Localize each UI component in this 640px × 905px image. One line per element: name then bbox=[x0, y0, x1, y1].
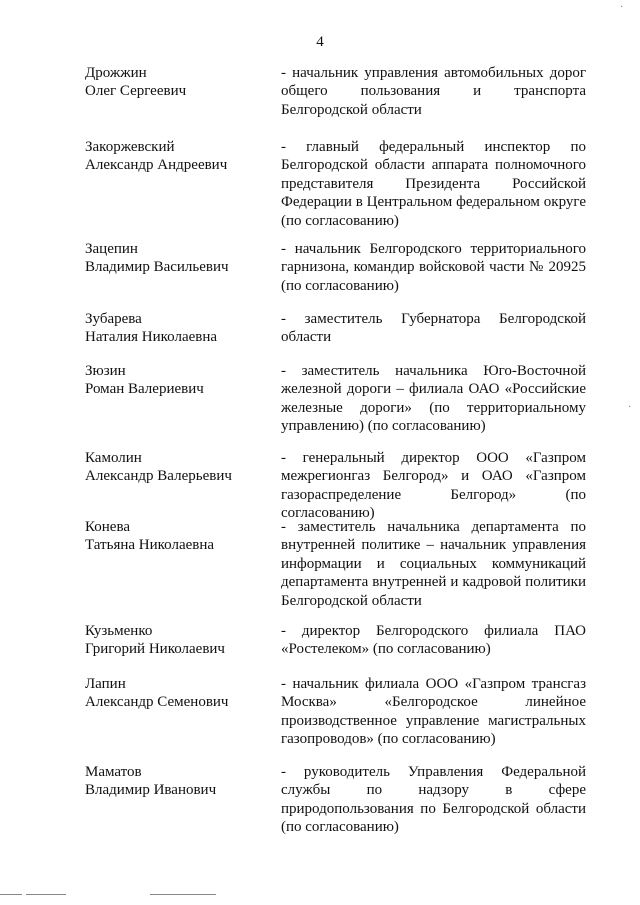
scan-dash bbox=[26, 894, 66, 895]
person-given-names: Григорий Николаевич bbox=[85, 641, 225, 657]
scan-dash bbox=[0, 894, 22, 895]
scan-dash bbox=[150, 894, 216, 895]
scan-mark: · bbox=[620, 2, 624, 13]
person-name bbox=[85, 675, 275, 711]
person-name bbox=[85, 138, 275, 174]
person-surname: Зубарева bbox=[85, 311, 142, 327]
person-surname: Лапин bbox=[85, 676, 126, 692]
person-surname: Маматов bbox=[85, 764, 142, 780]
person-surname: Закоржевский bbox=[85, 139, 175, 155]
person-position: - заместитель начальника департамента по внутренней политике – начальник управления информации и социальных коммуникаций департамента внутренней и кадровой политики Белгородской области bbox=[281, 519, 586, 609]
person-given-names: Наталия Николаевна bbox=[85, 329, 218, 345]
person-position: - начальник управления автомобильных дорог общего пользования и транспорта Белгородской области bbox=[281, 65, 586, 118]
person-position: - руководитель Управления Федеральной службы по надзору в сфере природопользования по Белгородской области (по согласованию) bbox=[281, 764, 586, 836]
person-name bbox=[85, 622, 275, 658]
person-given-names: Владимир Васильевич bbox=[85, 259, 229, 275]
person-position: - начальник Белгородского территориального гарнизона, командир войсковой части № 20925 (по согласованию) bbox=[281, 241, 586, 294]
person-surname: Конева bbox=[85, 519, 130, 535]
person-surname: Зацепин bbox=[85, 241, 138, 257]
person-position: - директор Белгородского филиала ПАО «Ростелеком» (по согласованию) bbox=[281, 623, 586, 658]
page-number: 4 bbox=[316, 34, 324, 50]
person-given-names: Олег Сергеевич bbox=[85, 83, 187, 99]
person-name bbox=[85, 64, 275, 100]
person-surname: Дрожжин bbox=[85, 65, 147, 81]
person-position: - главный федеральный инспектор по Белгородской области аппарата полномочного представителя Президента Российской Федерации в Центральном федеральном округе (по согласованию) bbox=[281, 139, 586, 229]
scan-mark: · bbox=[628, 402, 632, 413]
person-given-names: Татьяна Николаевна bbox=[85, 537, 215, 553]
person-given-names: Александр Андреевич bbox=[85, 157, 228, 173]
person-given-names: Александр Семенович bbox=[85, 694, 229, 710]
person-surname: Зюзин bbox=[85, 363, 126, 379]
scan-edge-artifact bbox=[0, 892, 640, 898]
person-name bbox=[85, 362, 275, 398]
person-position: - заместитель Губернатора Белгородской области bbox=[281, 311, 586, 346]
person-surname: Камолин bbox=[85, 450, 142, 466]
person-name bbox=[85, 518, 275, 554]
person-position: - генеральный директор ООО «Газпром межрегионгаз Белгород» и ОАО «Газпром газораспределение Белгород» (по согласованию) bbox=[281, 450, 586, 522]
person-position: - заместитель начальника Юго-Восточной железной дороги – филиала ОАО «Российские железные дороги» (по территориальному управлению) (по согласованию) bbox=[281, 363, 586, 435]
person-given-names: Роман Валериевич bbox=[85, 381, 204, 397]
person-name bbox=[85, 240, 275, 276]
person-given-names: Александр Валерьевич bbox=[85, 468, 232, 484]
person-name bbox=[85, 310, 275, 346]
person-name bbox=[85, 449, 275, 485]
person-position: - начальник филиала ООО «Газпром трансгаз Москва» «Белгородское линейное производственное управление магистральных газопроводов» (по согласованию) bbox=[281, 676, 586, 748]
person-given-names: Владимир Иванович bbox=[85, 782, 217, 798]
person-surname: Кузьменко bbox=[85, 623, 153, 639]
person-name bbox=[85, 763, 275, 799]
